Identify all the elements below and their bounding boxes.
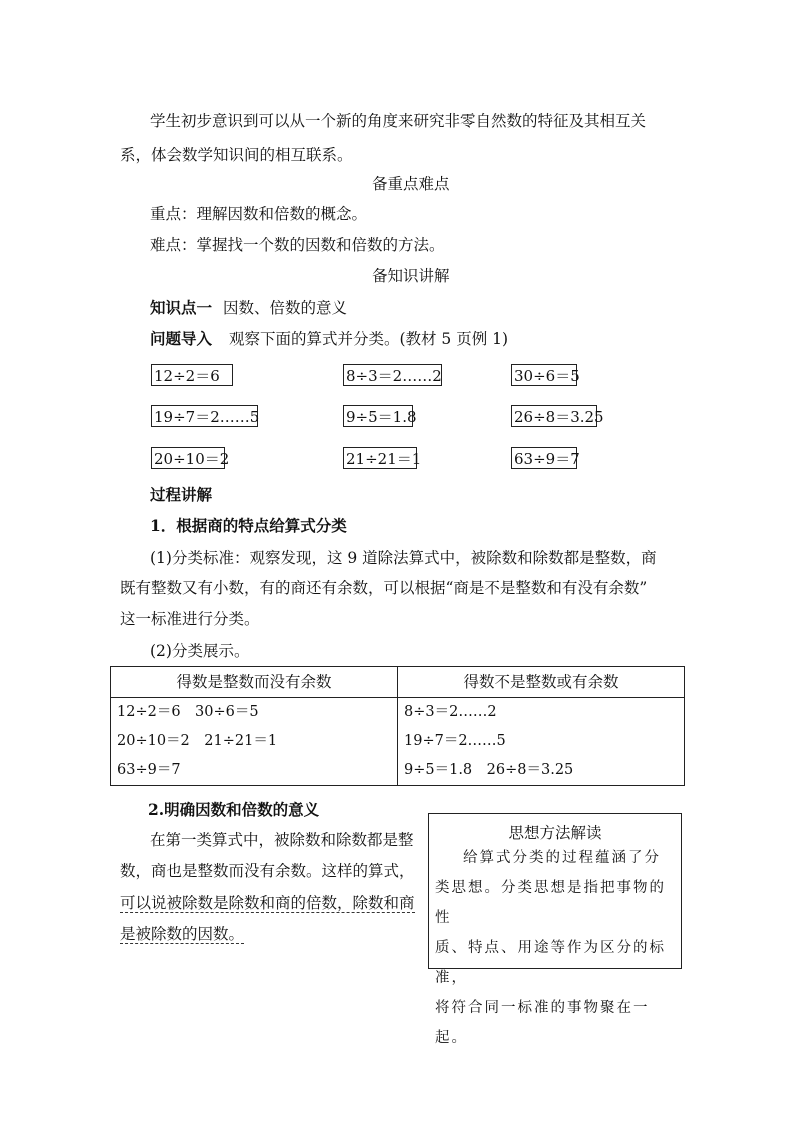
table-cell-line: 8÷3＝2……2 xyxy=(404,704,497,720)
step2-line-3 xyxy=(120,893,415,913)
step2-title: 2.明确因数和倍数的意义 xyxy=(148,800,320,819)
key-point: 重点：理解因数和倍数的概念。 xyxy=(150,205,368,223)
sidebar-line-2: 类思想。分类思想是指把事物的性 xyxy=(435,880,666,926)
step2-line-1: 在第一类算式中，被除数和除数都是整 xyxy=(150,831,414,849)
intro-line-1: 学生初步意识到可以从一个新的角度来研究非零自然数的特征及其相互关 xyxy=(150,112,647,130)
step1-title: 1．根据商的特点给算式分类 xyxy=(150,516,347,535)
table-cell-line: 12÷2＝6 30÷6＝5 xyxy=(117,704,259,720)
step2-line-2: 数，商也是整数而没有余数。这样的算式， xyxy=(120,862,415,880)
equation-box: 12÷2＝6 xyxy=(151,364,233,386)
process-p1-line-3: 这一标准进行分类。 xyxy=(120,610,260,628)
knowledge-point-label: 知识点一 xyxy=(150,298,213,317)
equation-box: 20÷10＝2 xyxy=(151,447,225,469)
equation-box: 21÷21＝1 xyxy=(343,447,417,469)
process-p1-line-2: 既有整数又有小数，有的商还有余数，可以根据“商是不是整数和有没有余数” xyxy=(120,579,648,597)
step2-line-4-text: 是被除数的因数。 xyxy=(120,925,245,943)
section-title-focus: 备重点难点 xyxy=(372,175,450,193)
table-cell-line: 9÷5＝1.8 26÷8＝3.25 xyxy=(404,762,574,778)
table-cell-right xyxy=(398,698,685,786)
intro-question xyxy=(150,329,508,349)
table-header-row xyxy=(111,667,685,698)
process-p1-line-1: (1)分类标准：观察发现，这 9 道除法算式中，被除数和除数都是整数，商 xyxy=(150,549,657,567)
sidebar-title: 思想方法解读 xyxy=(508,824,602,842)
table-cell-left xyxy=(111,698,398,786)
sidebar-line-3: 质、特点、用途等作为区分的标准， xyxy=(435,940,666,986)
table-header: 得数不是整数或有余数 xyxy=(398,667,685,698)
equation-box: 8÷3＝2……2 xyxy=(343,364,442,386)
equation-box: 9÷5＝1.8 xyxy=(343,405,413,427)
step2-line-3-text: 可以说被除数是除数和商的倍数，除数和商 xyxy=(120,894,415,912)
step2-line-4 xyxy=(120,924,244,944)
intro-question-label: 问题导入 xyxy=(150,329,213,348)
intro-line-2: 系，体会数学知识间的相互联系。 xyxy=(120,146,353,164)
sidebar-line-1: 给算式分类的过程蕴涵了分 xyxy=(463,850,661,866)
process-title: 过程讲解 xyxy=(150,485,213,504)
equation-box: 26÷8＝3.25 xyxy=(511,405,597,427)
difficulty-point: 难点：掌握找一个数的因数和倍数的方法。 xyxy=(150,236,445,254)
process-p2: (2)分类展示。 xyxy=(150,642,250,660)
intro-question-text: 观察下面的算式并分类。(教材 5 页例 1) xyxy=(228,330,509,348)
section-title-knowledge: 备知识讲解 xyxy=(372,267,450,285)
knowledge-point-text: 因数、倍数的意义 xyxy=(222,299,347,317)
equation-box: 30÷6＝5 xyxy=(511,364,577,386)
classification-table xyxy=(110,666,685,786)
table-cell-line: 19÷7＝2……5 xyxy=(404,733,506,749)
equation-box: 19÷7＝2……5 xyxy=(151,405,258,427)
sidebar-paragraph xyxy=(429,843,681,1053)
equation-box: 63÷9＝7 xyxy=(511,447,577,469)
table-cell-line: 63÷9＝7 xyxy=(117,762,181,778)
method-sidebar xyxy=(428,813,682,1046)
table-row xyxy=(111,698,685,786)
table-cell-line: 20÷10＝2 21÷21＝1 xyxy=(117,733,278,749)
sidebar-line-4: 将符合同一标准的事物聚在一起。 xyxy=(435,1000,650,1046)
knowledge-point-heading xyxy=(150,298,347,318)
table-header: 得数是整数而没有余数 xyxy=(111,667,398,698)
